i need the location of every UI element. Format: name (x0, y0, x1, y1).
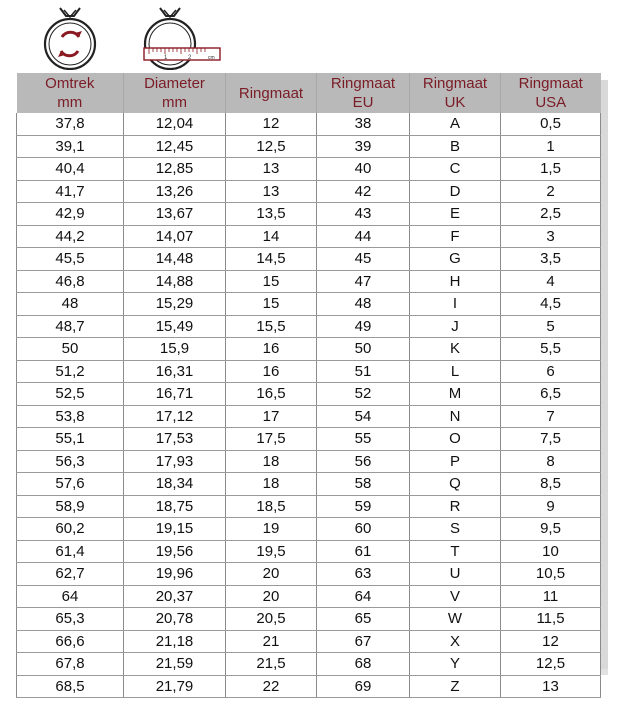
cell-ring-size-usa: 6,5 (501, 383, 601, 406)
cell-ring-size: 20 (226, 585, 317, 608)
cell-ring-size-uk: U (410, 563, 501, 586)
ruler-label-2: 2 (188, 55, 192, 61)
table-row (17, 360, 601, 383)
cell-ring-size-eu: 68 (317, 653, 410, 676)
ruler-label-unit: cm (208, 55, 215, 61)
cell-ring-size-eu: 52 (317, 383, 410, 406)
cell-circumference: 61,4 (17, 540, 124, 563)
table-row (17, 225, 601, 248)
cell-diameter: 18,34 (124, 473, 226, 496)
cell-circumference: 42,9 (17, 203, 124, 226)
table-row (17, 405, 601, 428)
header-line: Ringmaat (422, 75, 488, 92)
cell-diameter: 19,56 (124, 540, 226, 563)
cell-ring-size-usa: 3,5 (501, 248, 601, 271)
table-row (17, 383, 601, 406)
header-line: Ringmaat (518, 75, 583, 92)
header-diameter-mm (124, 73, 226, 113)
cell-diameter: 17,93 (124, 450, 226, 473)
header-ring-size-uk (410, 73, 501, 113)
cell-ring-size-uk: T (410, 540, 501, 563)
header-line: mm (57, 94, 83, 111)
cell-ring-size-uk: I (410, 293, 501, 316)
cell-ring-size: 14 (226, 225, 317, 248)
table-row (17, 608, 601, 631)
header-line: Diameter (144, 75, 205, 92)
cell-ring-size-uk: N (410, 405, 501, 428)
cell-circumference: 44,2 (17, 225, 124, 248)
cell-diameter: 12,85 (124, 158, 226, 181)
cell-circumference: 48,7 (17, 315, 124, 338)
header-line: Ringmaat (238, 84, 304, 102)
cell-ring-size-uk: W (410, 608, 501, 631)
cell-circumference: 40,4 (17, 158, 124, 181)
cell-circumference: 41,7 (17, 180, 124, 203)
cell-diameter: 17,53 (124, 428, 226, 451)
cell-ring-size-eu: 60 (317, 518, 410, 541)
cell-circumference: 55,1 (17, 428, 124, 451)
cell-ring-size-usa: 3 (501, 225, 601, 248)
cell-ring-size-eu: 45 (317, 248, 410, 271)
ring-diameter-ruler-icon (140, 4, 224, 70)
cell-circumference: 64 (17, 585, 124, 608)
cell-ring-size-usa: 9,5 (501, 518, 601, 541)
cell-diameter: 19,96 (124, 563, 226, 586)
table-row (17, 248, 601, 271)
table-row (17, 675, 601, 698)
header-line: EU (352, 94, 374, 111)
cell-circumference: 56,3 (17, 450, 124, 473)
cell-diameter: 15,29 (124, 293, 226, 316)
cell-ring-size: 20,5 (226, 608, 317, 631)
cell-ring-size-uk: D (410, 180, 501, 203)
table-row (17, 338, 601, 361)
cell-ring-size-uk: S (410, 518, 501, 541)
header-line: mm (162, 94, 187, 111)
cell-ring-size-uk: J (410, 315, 501, 338)
cell-ring-size-eu: 58 (317, 473, 410, 496)
cell-circumference: 46,8 (17, 270, 124, 293)
header-line: USA (535, 94, 567, 111)
cell-circumference: 52,5 (17, 383, 124, 406)
cell-ring-size: 20 (226, 563, 317, 586)
cell-ring-size-eu: 38 (317, 113, 410, 135)
header-line: UK (444, 94, 466, 111)
cell-diameter: 14,88 (124, 270, 226, 293)
cell-ring-size-usa: 13 (501, 675, 601, 698)
cell-diameter: 12,45 (124, 135, 226, 158)
cell-ring-size-eu: 56 (317, 450, 410, 473)
cell-ring-size-uk: L (410, 360, 501, 383)
cell-ring-size: 17,5 (226, 428, 317, 451)
cell-ring-size: 19 (226, 518, 317, 541)
cell-circumference: 62,7 (17, 563, 124, 586)
cell-ring-size: 18 (226, 473, 317, 496)
cell-ring-size-eu: 54 (317, 405, 410, 428)
cell-ring-size: 12,5 (226, 135, 317, 158)
cell-ring-size: 16 (226, 338, 317, 361)
table-row (17, 518, 601, 541)
cell-ring-size-eu: 47 (317, 270, 410, 293)
ring-circumference-icon (38, 4, 102, 70)
cell-circumference: 45,5 (17, 248, 124, 271)
header-line: Ringmaat (330, 75, 396, 92)
ring-size-table (16, 73, 601, 698)
header-ring-size-eu (317, 73, 410, 113)
cell-ring-size-usa: 7 (501, 405, 601, 428)
cell-ring-size-usa: 12,5 (501, 653, 601, 676)
cell-ring-size-uk: Z (410, 675, 501, 698)
header-circumference-mm (17, 73, 124, 113)
cell-ring-size-eu: 39 (317, 135, 410, 158)
table-row (17, 315, 601, 338)
cell-diameter: 12,04 (124, 113, 226, 135)
cell-ring-size: 12 (226, 113, 317, 135)
cell-ring-size-usa: 11 (501, 585, 601, 608)
cell-ring-size-eu: 59 (317, 495, 410, 518)
cell-ring-size-eu: 69 (317, 675, 410, 698)
header-ring-size-usa (501, 73, 601, 113)
cell-diameter: 16,71 (124, 383, 226, 406)
cell-diameter: 16,31 (124, 360, 226, 383)
cell-diameter: 21,79 (124, 675, 226, 698)
cell-diameter: 20,37 (124, 585, 226, 608)
cell-ring-size: 13 (226, 180, 317, 203)
cell-circumference: 51,2 (17, 360, 124, 383)
cell-ring-size-uk: R (410, 495, 501, 518)
cell-ring-size-usa: 5,5 (501, 338, 601, 361)
cell-ring-size: 18,5 (226, 495, 317, 518)
cell-ring-size-uk: V (410, 585, 501, 608)
cell-ring-size-usa: 9 (501, 495, 601, 518)
table-row (17, 270, 601, 293)
cell-ring-size-usa: 4,5 (501, 293, 601, 316)
cell-ring-size: 13,5 (226, 203, 317, 226)
cell-ring-size: 15 (226, 270, 317, 293)
cell-ring-size-usa: 12 (501, 630, 601, 653)
cell-diameter: 20,78 (124, 608, 226, 631)
cell-ring-size: 19,5 (226, 540, 317, 563)
cell-ring-size: 21 (226, 630, 317, 653)
cell-diameter: 13,67 (124, 203, 226, 226)
table-row (17, 428, 601, 451)
cell-circumference: 66,6 (17, 630, 124, 653)
table-row (17, 113, 601, 135)
table-body (17, 113, 601, 698)
cell-ring-size-usa: 8,5 (501, 473, 601, 496)
cell-ring-size: 16 (226, 360, 317, 383)
cell-ring-size-eu: 61 (317, 540, 410, 563)
cell-diameter: 13,26 (124, 180, 226, 203)
cell-ring-size-eu: 63 (317, 563, 410, 586)
cell-ring-size-eu: 43 (317, 203, 410, 226)
cell-diameter: 15,49 (124, 315, 226, 338)
header-line: Omtrek (45, 75, 95, 92)
cell-ring-size: 22 (226, 675, 317, 698)
ruler-label-1: 1 (164, 55, 168, 61)
cell-diameter: 18,75 (124, 495, 226, 518)
cell-ring-size-eu: 49 (317, 315, 410, 338)
cell-ring-size-uk: C (410, 158, 501, 181)
cell-ring-size-eu: 44 (317, 225, 410, 248)
cell-ring-size-uk: G (410, 248, 501, 271)
cell-ring-size-eu: 42 (317, 180, 410, 203)
cell-ring-size-usa: 10 (501, 540, 601, 563)
cell-circumference: 60,2 (17, 518, 124, 541)
cell-ring-size-uk: M (410, 383, 501, 406)
cell-diameter: 21,59 (124, 653, 226, 676)
cell-ring-size-usa: 1 (501, 135, 601, 158)
cell-ring-size: 14,5 (226, 248, 317, 271)
cell-ring-size-eu: 67 (317, 630, 410, 653)
cell-circumference: 67,8 (17, 653, 124, 676)
cell-ring-size-eu: 55 (317, 428, 410, 451)
cell-circumference: 57,6 (17, 473, 124, 496)
cell-diameter: 14,48 (124, 248, 226, 271)
cell-ring-size: 13 (226, 158, 317, 181)
cell-ring-size-uk: Q (410, 473, 501, 496)
cell-diameter: 17,12 (124, 405, 226, 428)
cell-diameter: 14,07 (124, 225, 226, 248)
cell-ring-size-eu: 48 (317, 293, 410, 316)
cell-ring-size-uk: H (410, 270, 501, 293)
cell-ring-size: 16,5 (226, 383, 317, 406)
cell-ring-size-usa: 8 (501, 450, 601, 473)
cell-ring-size-usa: 11,5 (501, 608, 601, 631)
table-row (17, 135, 601, 158)
table-row (17, 495, 601, 518)
cell-ring-size: 18 (226, 450, 317, 473)
icon-bar (0, 0, 631, 72)
cell-diameter: 15,9 (124, 338, 226, 361)
cell-ring-size-uk: X (410, 630, 501, 653)
cell-circumference: 48 (17, 293, 124, 316)
cell-ring-size-uk: P (410, 450, 501, 473)
cell-ring-size: 15 (226, 293, 317, 316)
cell-circumference: 37,8 (17, 113, 124, 135)
cell-ring-size-usa: 2 (501, 180, 601, 203)
cell-ring-size-uk: B (410, 135, 501, 158)
cell-ring-size-usa: 7,5 (501, 428, 601, 451)
cell-ring-size-eu: 64 (317, 585, 410, 608)
cell-ring-size-uk: F (410, 225, 501, 248)
cell-circumference: 39,1 (17, 135, 124, 158)
table-row (17, 293, 601, 316)
table-row (17, 473, 601, 496)
cell-ring-size-usa: 4 (501, 270, 601, 293)
table-header-row (17, 73, 601, 113)
cell-circumference: 53,8 (17, 405, 124, 428)
cell-ring-size-usa: 6 (501, 360, 601, 383)
cell-circumference: 68,5 (17, 675, 124, 698)
cell-ring-size: 21,5 (226, 653, 317, 676)
cell-ring-size-uk: Y (410, 653, 501, 676)
table-row (17, 540, 601, 563)
cell-ring-size-usa: 0,5 (501, 113, 601, 135)
cell-diameter: 21,18 (124, 630, 226, 653)
cell-ring-size-usa: 10,5 (501, 563, 601, 586)
table-row (17, 180, 601, 203)
table-row (17, 158, 601, 181)
table-row (17, 450, 601, 473)
cell-circumference: 65,3 (17, 608, 124, 631)
table-row (17, 203, 601, 226)
cell-ring-size-uk: K (410, 338, 501, 361)
cell-ring-size-uk: E (410, 203, 501, 226)
cell-ring-size-eu: 50 (317, 338, 410, 361)
header-ring-size (226, 73, 317, 113)
cell-ring-size-usa: 1,5 (501, 158, 601, 181)
table-row (17, 563, 601, 586)
cell-ring-size-usa: 2,5 (501, 203, 601, 226)
table-row (17, 585, 601, 608)
cell-ring-size-usa: 5 (501, 315, 601, 338)
cell-ring-size-eu: 40 (317, 158, 410, 181)
table-row (17, 653, 601, 676)
cell-ring-size-uk: O (410, 428, 501, 451)
cell-ring-size: 15,5 (226, 315, 317, 338)
cell-circumference: 50 (17, 338, 124, 361)
cell-ring-size: 17 (226, 405, 317, 428)
cell-ring-size-eu: 51 (317, 360, 410, 383)
table-row (17, 630, 601, 653)
ring-size-table-container (16, 73, 608, 698)
cell-ring-size-uk: A (410, 113, 501, 135)
cell-circumference: 58,9 (17, 495, 124, 518)
cell-ring-size-eu: 65 (317, 608, 410, 631)
cell-diameter: 19,15 (124, 518, 226, 541)
